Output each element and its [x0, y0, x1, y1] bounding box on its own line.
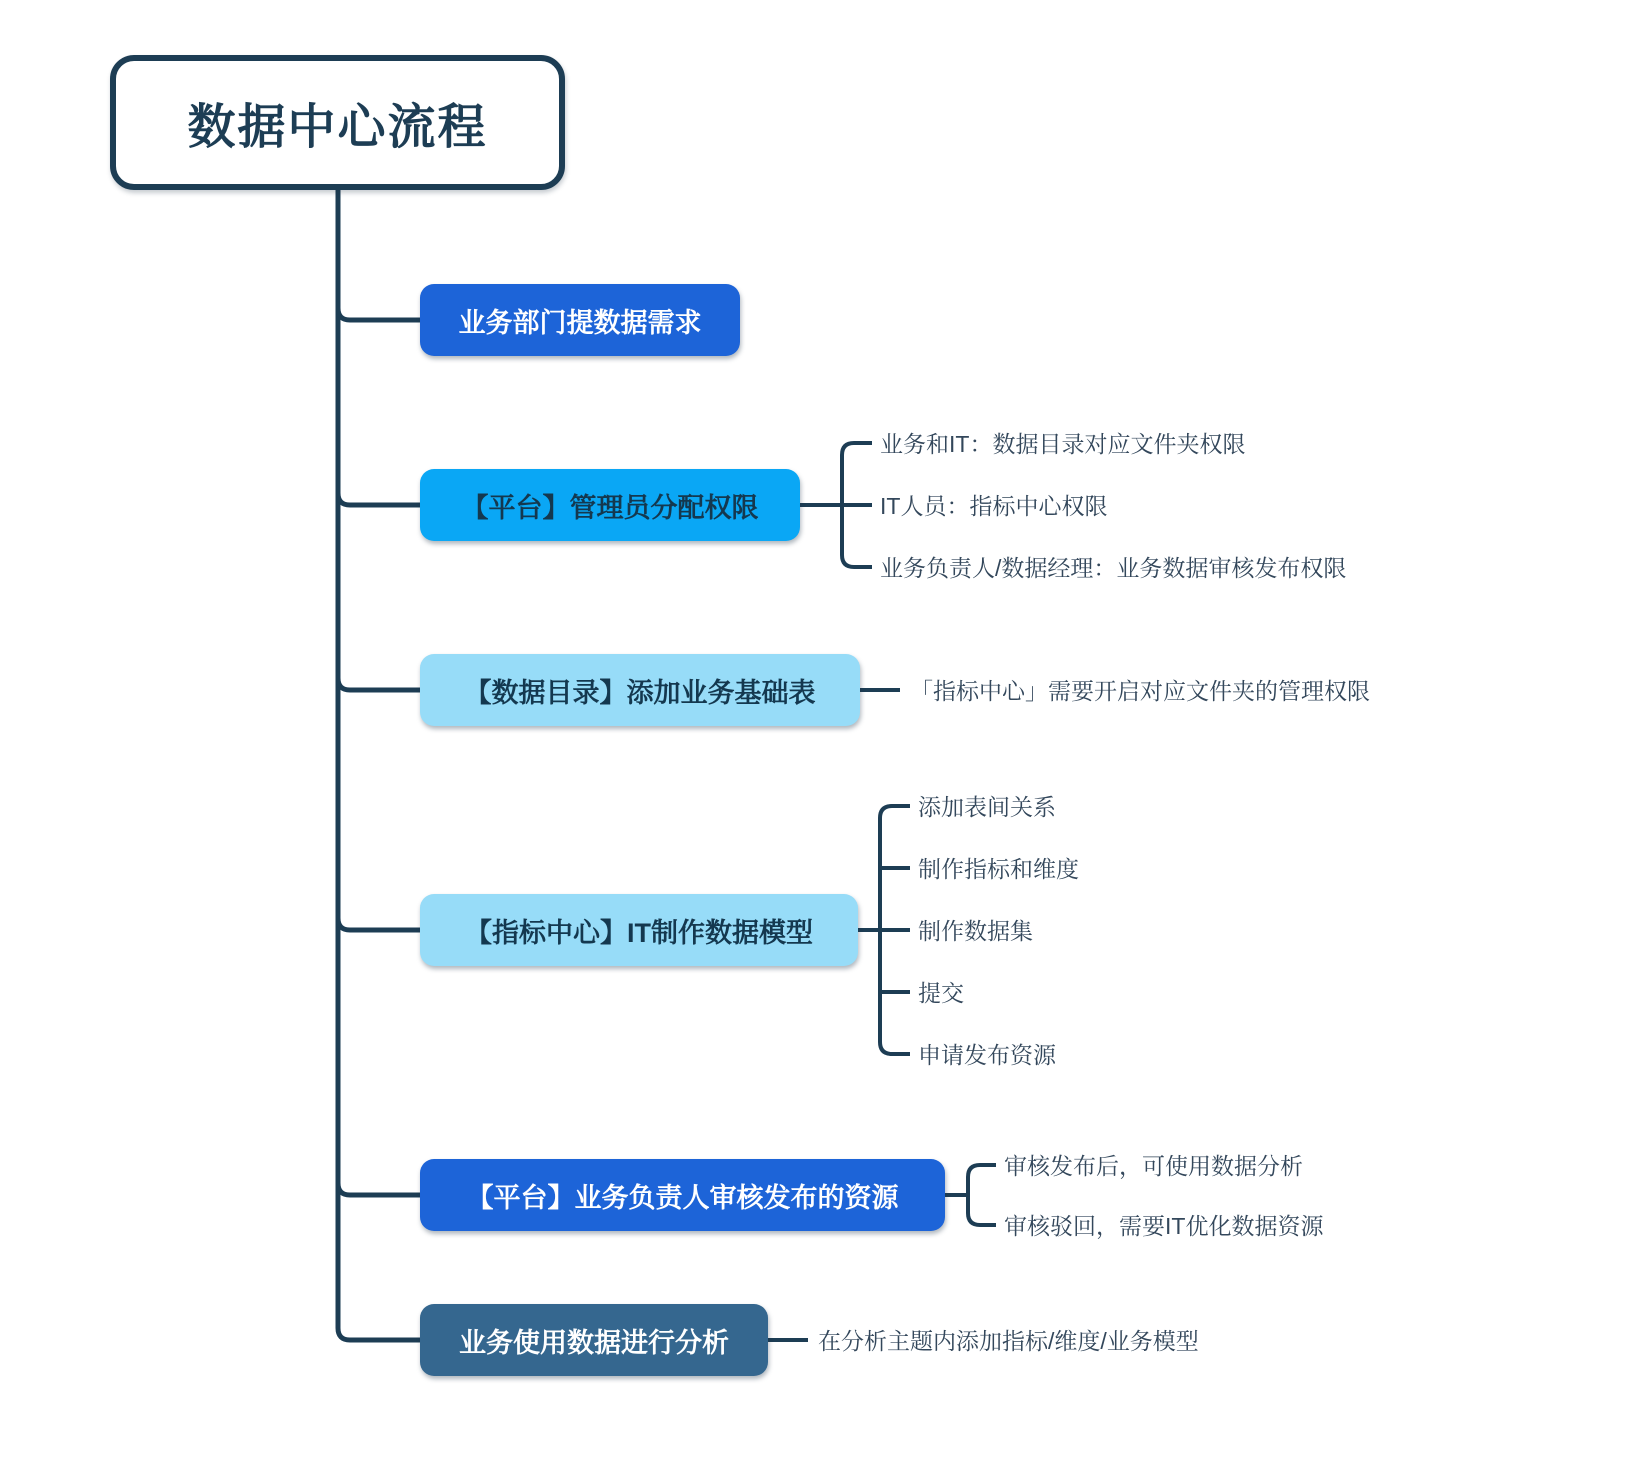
leaf-node[interactable]: 业务和IT：数据目录对应文件夹权限: [880, 430, 1246, 457]
leaf-node[interactable]: 申请发布资源: [918, 1041, 1056, 1068]
branch-node-3[interactable]: [420, 654, 860, 726]
branch-elbow-4: [338, 918, 420, 930]
branch-node-4-label: 【指标中心】IT制作数据模型: [465, 917, 813, 948]
branch-node-5[interactable]: [420, 1159, 945, 1231]
leaf-node[interactable]: 在分析主题内添加指标/维度/业务模型: [818, 1327, 1199, 1354]
branch5-bracket: [968, 1165, 996, 1225]
root-node-label: 数据中心流程: [187, 101, 488, 154]
branch-elbow-3: [338, 678, 420, 690]
leaf-node[interactable]: 制作数据集: [918, 917, 1033, 944]
branch-node-2-label: 【平台】管理员分配权限: [461, 492, 759, 523]
branch-node-4[interactable]: [420, 894, 858, 966]
branch-node-6[interactable]: [420, 1304, 768, 1376]
leaf-node[interactable]: 审核发布后，可使用数据分析: [1004, 1152, 1303, 1179]
branch-node-2[interactable]: [420, 469, 800, 541]
branch-node-1[interactable]: [420, 284, 740, 356]
branch-elbow-5: [338, 1183, 420, 1195]
root-node[interactable]: [110, 55, 565, 190]
leaf-node[interactable]: 添加表间关系: [918, 793, 1056, 820]
leaf-node[interactable]: 制作指标和维度: [918, 855, 1079, 882]
leaf-node[interactable]: 提交: [918, 979, 964, 1006]
branch-elbow-1: [338, 308, 420, 320]
leaf-node[interactable]: 业务负责人/数据经理：业务数据审核发布权限: [880, 554, 1347, 581]
leaf-node[interactable]: 审核驳回，需要IT优化数据资源: [1004, 1212, 1324, 1239]
branch-node-1-label: 业务部门提数据需求: [458, 307, 702, 338]
leaf-node[interactable]: IT人员：指标中心权限: [880, 492, 1108, 519]
branch-node-5-label: 【平台】业务负责人审核发布的资源: [466, 1182, 899, 1213]
branch-elbow-2: [338, 493, 420, 505]
leaf-node[interactable]: 「指标中心」需要开启对应文件夹的管理权限: [910, 677, 1370, 704]
branch-node-3-label: 【数据目录】添加业务基础表: [464, 677, 816, 708]
trunk-line: [338, 190, 420, 1340]
branch-node-6-label: 业务使用数据进行分析: [459, 1327, 729, 1358]
